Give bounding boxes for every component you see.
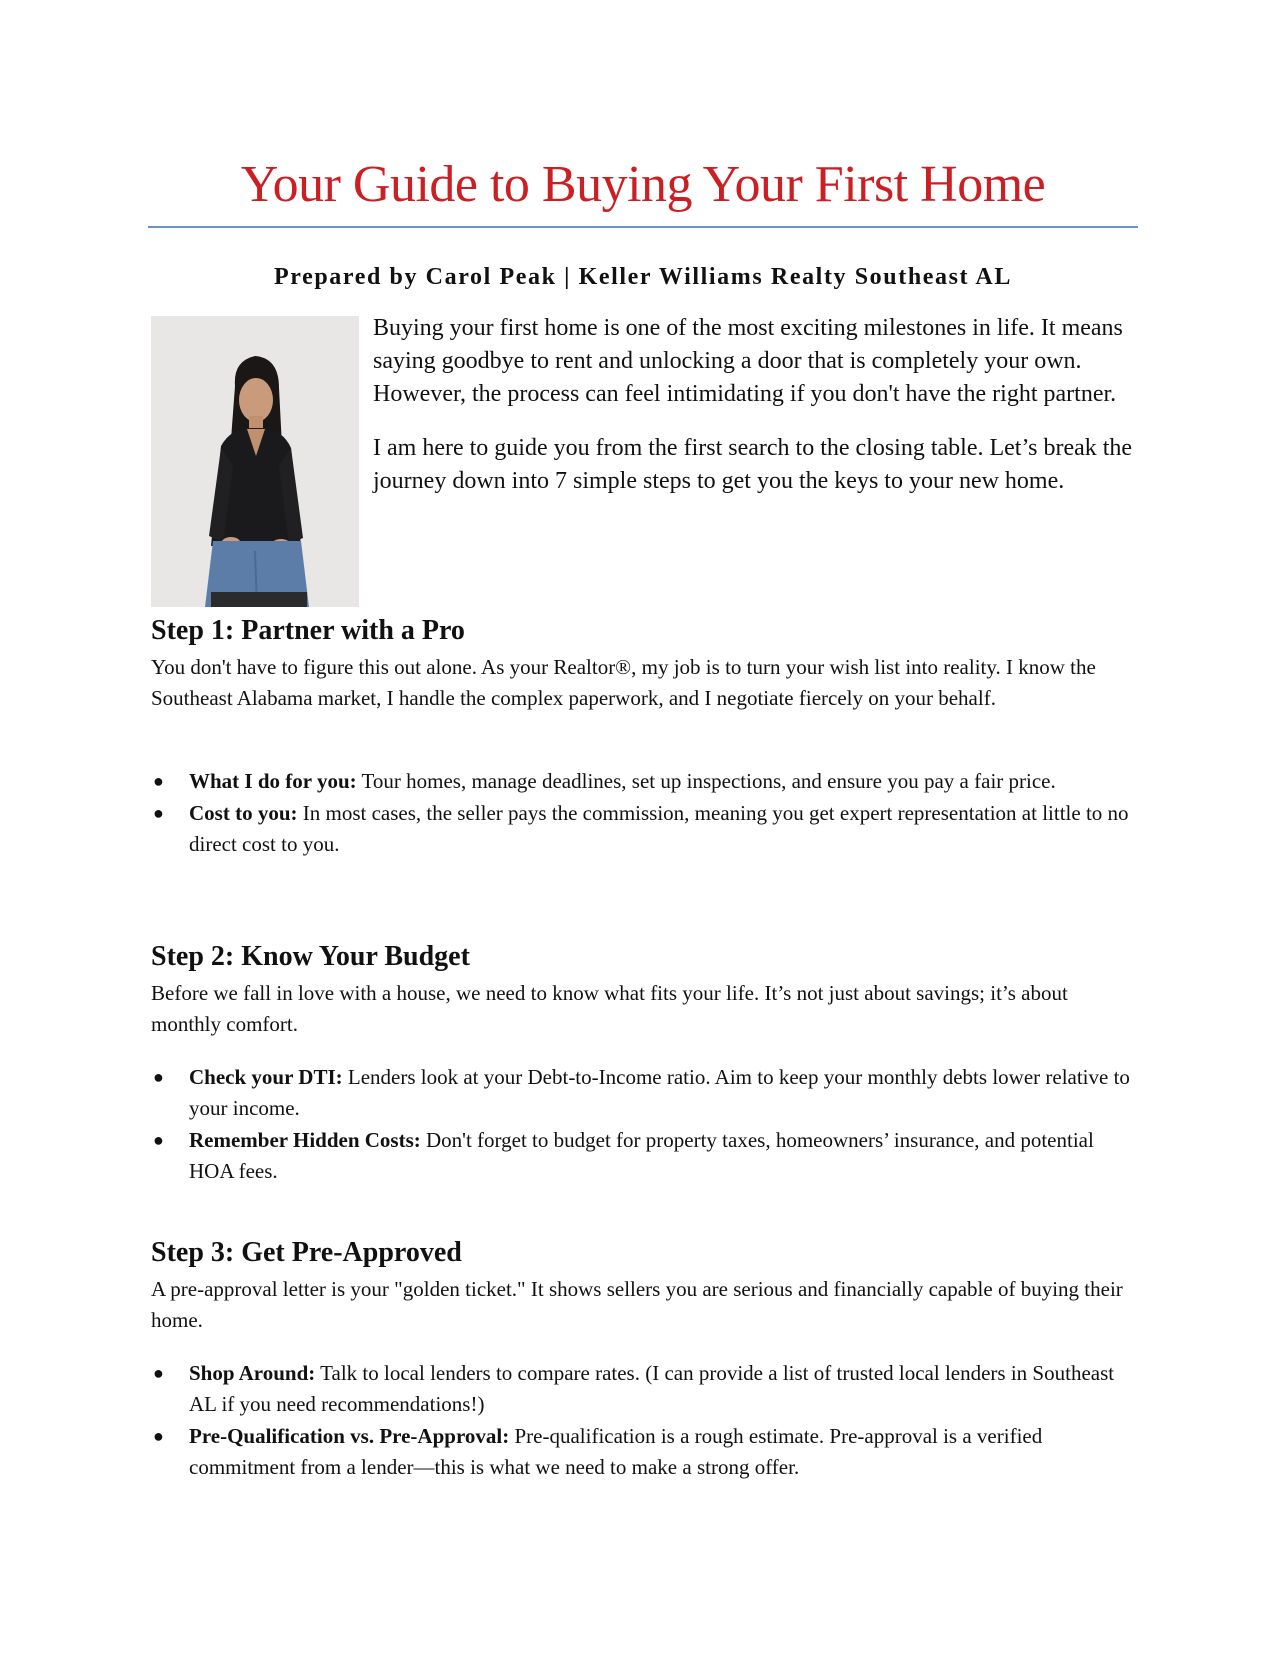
bullet-icon: ● [153,1363,164,1383]
bullet-icon: ● [153,1067,164,1087]
bullet-text: Lenders look at your Debt-to-Income ratio. Aim to keep your monthly debts lower relative to your income. [189,1065,1130,1120]
bullet-label: What I do for you: [189,769,357,793]
title-divider [148,226,1138,228]
bullet-text: Talk to local lenders to compare rates. (I can provide a list of trusted local lenders in Southeast AL if you need recommendations!) [189,1361,1115,1416]
bullet-text: Pre-qualification is a rough estimate. Pre-approval is a verified commitment from a lender—this is what we need to make a strong offer. [189,1424,1043,1479]
list-item [151,798,1136,860]
step-body: Before we fall in love with a house, we need to know what fits your life. It’s not just about savings; it’s about monthly comfort. [151,981,1068,1036]
bullet-label: Check your DTI: [189,1065,343,1089]
step-bullet-list [151,1358,1136,1484]
page-title: Your Guide to Buying Your First Home [240,156,1046,213]
intro-paragraph: I am here to guide you from the first search to the closing table. Let’s break the journey down into 7 simple steps to get you the keys to your new home. [373,435,1133,494]
list-item [151,1358,1136,1420]
list-item [151,1125,1136,1187]
bullet-text: In most cases, the seller pays the commission, meaning you get expert representation at little to no direct cost to you. [189,801,1129,856]
step-heading: Step 2: Know Your Budget [151,941,470,972]
bullet-icon: ● [153,803,164,823]
bullet-label: Pre-Qualification vs. Pre-Approval: [189,1424,510,1448]
bullet-label: Cost to you: [189,801,298,825]
list-item [151,1421,1136,1483]
bullet-icon: ● [153,1130,164,1150]
bullet-text: Don't forget to budget for property taxes, homeowners’ insurance, and potential HOA fees. [189,1128,1094,1183]
step-body: A pre-approval letter is your "golden ticket." It shows sellers you are serious and financially capable of buying their home. [151,1277,1123,1332]
bullet-icon: ● [153,1426,164,1446]
step-heading: Step 3: Get Pre-Approved [151,1237,462,1268]
agent-photo [151,316,359,607]
bullet-text: Tour homes, manage deadlines, set up inspections, and ensure you pay a fair price. [356,769,1056,793]
intro-paragraph: Buying your first home is one of the most exciting milestones in life. It means saying goodbye to rent and unlocking a door that is completely your own. However, the process can feel intimidating if you don't have the right partner. [373,315,1123,407]
step-bullet-list [151,766,1136,861]
step-bullet-list [151,1062,1136,1188]
list-item [151,1062,1136,1124]
step-body: You don't have to figure this out alone. As your Realtor®, my job is to turn your wish list into reality. I know the Southeast Alabama market, I handle the complex paperwork, and I negotiate fiercely on your behalf. [151,655,1096,710]
bullet-label: Shop Around: [189,1361,316,1385]
list-item [151,766,1136,797]
step-heading: Step 1: Partner with a Pro [151,615,465,646]
page-subtitle: Prepared by Carol Peak | Keller Williams Realty Southeast AL [274,264,1012,290]
bullet-icon: ● [153,771,164,791]
intro-section [373,312,1138,519]
bullet-label: Remember Hidden Costs: [189,1128,421,1152]
